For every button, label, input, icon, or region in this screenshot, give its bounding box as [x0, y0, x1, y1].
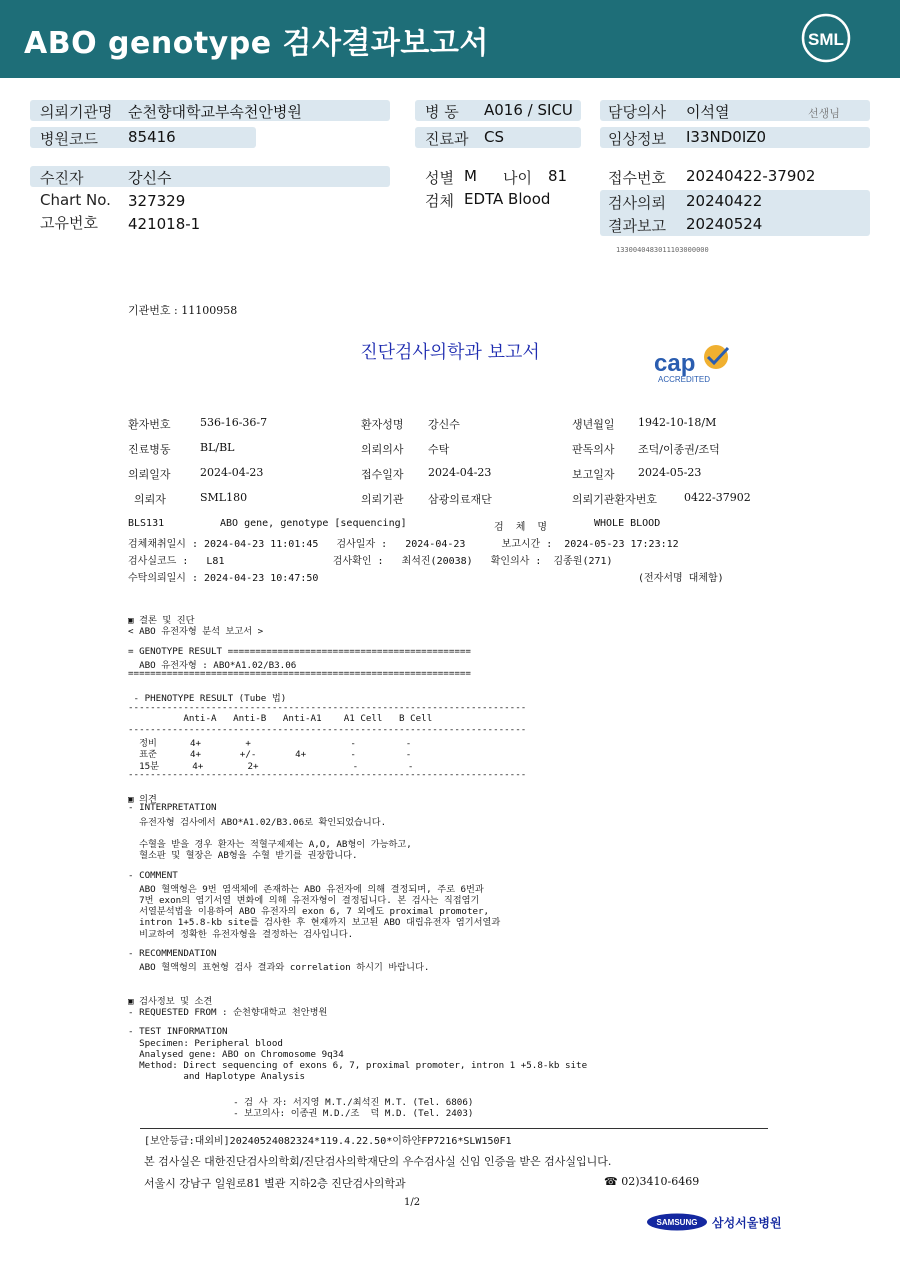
unique-label: 고유번호	[40, 214, 98, 232]
unique-value: 421018-1	[128, 215, 201, 233]
grid-value: BL/BL	[200, 441, 235, 454]
grid-value: 1942-10-18/M	[638, 416, 717, 429]
receipt-value: 20240422-37902	[686, 167, 816, 185]
grid-label: 접수일자	[361, 468, 404, 481]
doctor-value: 이석열	[686, 103, 730, 121]
test-name: ABO gene, genotype [sequencing]	[220, 518, 407, 529]
grid-label: 환자번호	[128, 418, 171, 431]
report-line: ABO 유전자형 : ABO*A1.02/B3.06	[128, 659, 297, 671]
grid-value: 2024-04-23	[200, 466, 264, 479]
report-line: - TEST INFORMATION	[128, 1026, 228, 1038]
grid-value: 강신수	[428, 418, 460, 431]
ward-label: 병 동	[425, 103, 459, 121]
sex-value: M	[464, 167, 477, 185]
report-line: Method: Direct sequencing of exons 6, 7, proximal promoter, intron 1 +5.8-kb site	[128, 1060, 588, 1071]
clinical-value: I33ND0IZ0	[686, 128, 767, 146]
report-line: ABO 혈액형의 표현형 검사 결과와 correlation 하시기 바랍니다.	[128, 962, 430, 974]
security-line: [보안등급:대외비]20240524082324*119.4.22.50*이하얀FP7216*SLW150F1	[144, 1136, 512, 1147]
specimen-label: 검체	[425, 192, 454, 210]
grid-label: 생년월일	[572, 418, 615, 431]
report-line: - REQUESTED FROM : 순천향대학교 천안병원	[128, 1007, 328, 1018]
report-line: ▣ 의견	[128, 794, 157, 806]
report-line: ------------------------------------------------------------------------	[128, 768, 527, 780]
test-code: BLS131	[128, 518, 165, 529]
report-line: intron 1+5.8-kb site를 검사한 후 현재까지 보고된 ABO 대립유전자 염기서열과	[128, 917, 501, 929]
report-line: 유전자형 검사에서 ABO*A1.02/B3.06로 확인되었습니다.	[128, 816, 387, 828]
report-line: ▣ 검사정보 및 소견	[128, 995, 213, 1007]
age-value: 81	[548, 167, 568, 185]
grid-label: 환자성명	[361, 418, 404, 431]
report-line: Anti-A Anti-B Anti-A1 A1 Cell B Cell	[128, 712, 433, 724]
footer-divider	[140, 1128, 768, 1129]
report-label: 결과보고	[608, 217, 666, 235]
report-line: - INTERPRETATION	[128, 802, 217, 814]
grid-label: 의뢰일자	[128, 468, 171, 481]
report-line: 혈소판 및 혈장은 AB형을 수혈 받기를 권장합니다.	[128, 850, 358, 862]
age-label: 나이	[503, 169, 532, 187]
report-line: ▣ 결론 및 진단	[128, 615, 195, 626]
grid-value: 2024-05-23	[638, 466, 702, 479]
specimen-name-label: 검 체 명	[494, 522, 548, 533]
grid-value: 수탁	[428, 443, 450, 456]
dept-label: 진료과	[425, 130, 469, 148]
report-line: 수혈을 받을 경우 환자는 적혈구제제는 A,O, AB형이 가능하고,	[128, 839, 412, 850]
specimen-value: EDTA Blood	[464, 190, 551, 208]
request-label: 검사의뢰	[608, 194, 666, 212]
report-line: ==============================================================	[128, 668, 471, 679]
consign-line: 수탁의뢰일시 : 2024-04-23 10:47:50	[128, 573, 319, 584]
report-line: 7번 exon의 염기서열 변화에 의해 유전자형이 결정됩니다. 본 검사는 직접염기	[128, 895, 480, 906]
page-title: ABO genotype 검사결과보고서	[24, 26, 489, 61]
receipt-label: 접수번호	[608, 169, 666, 187]
patient-value: 강신수	[128, 169, 172, 187]
sex-label: 성별	[425, 169, 454, 187]
agency-number: 기관번호 : 11100958	[128, 304, 238, 317]
svg-text:SAMSUNG: SAMSUNG	[656, 1218, 698, 1227]
institution-value: 순천향대학교부속천안병원	[128, 103, 302, 121]
report-line: - 보고의사: 이종권 M.D./조 덕 M.D. (Tel. 2403)	[128, 1107, 474, 1119]
e-signature-note: (전자서명 대체함)	[638, 573, 724, 584]
patient-bar	[30, 166, 390, 187]
institution-label: 의뢰기관명	[40, 103, 113, 121]
grid-value: 0422-37902	[684, 491, 751, 504]
grid-value: 삼광의료재단	[428, 493, 492, 506]
sml-logo	[800, 12, 852, 64]
report-line: = GENOTYPE RESULT ============================================	[128, 645, 471, 657]
doctor-suffix: 선생님	[808, 107, 840, 120]
grid-value: SML180	[200, 491, 248, 504]
svg-text:cap: cap	[654, 350, 696, 377]
report-line: ------------------------------------------------------------------------	[128, 701, 527, 713]
lab-phone: ☎ 02)3410-6469	[604, 1175, 700, 1188]
ward-value: A016 / SICU	[484, 101, 573, 119]
grid-label: 의뢰기관	[361, 493, 404, 506]
svg-text:SML: SML	[808, 30, 844, 49]
hospital-code-value: 85416	[128, 128, 176, 146]
report-line: < ABO 유전자형 분석 보고서 >	[128, 626, 264, 638]
report-line: 표준 4+ +/- 4+ - -	[128, 749, 412, 761]
specimen-name: WHOLE BLOOD	[594, 518, 661, 529]
certification-text: 본 검사실은 대한진단검사의학회/진단검사의학재단의 우수검사실 신임 인증을 받은 검사실입니다.	[144, 1155, 612, 1168]
report-header	[0, 0, 900, 78]
clinical-label: 임상정보	[608, 130, 666, 148]
report-line: 정비 4+ + - -	[128, 738, 412, 750]
dept-value: CS	[484, 128, 504, 146]
patient-label: 수진자	[40, 169, 84, 187]
grid-label: 의뢰기관환자번호	[572, 493, 658, 506]
grid-label: 의뢰자	[134, 493, 166, 506]
request-value: 20240422	[686, 192, 763, 210]
samsung-logo	[646, 1213, 708, 1231]
report-line: ------------------------------------------------------------------------	[128, 724, 527, 735]
report-line: - 검 사 자: 서지영 M.T./최석진 M.T. (Tel. 6806)	[128, 1096, 474, 1108]
report-line: Analysed gene: ABO on Chromosome 9q34	[128, 1048, 344, 1060]
grid-value: 조덕/이종권/조덕	[638, 443, 720, 456]
report-line: - COMMENT	[128, 869, 178, 881]
cap-accredited-logo	[650, 343, 745, 385]
report-line: - PHENOTYPE RESULT (Tube 법)	[128, 693, 287, 705]
hospital-code-label: 병원코드	[40, 130, 98, 148]
report-line: - RECOMMENDATION	[128, 948, 217, 959]
report-line: 서열분석법을 이용하여 ABO 유전자의 exon 6, 7 외에도 proximal promoter,	[128, 906, 490, 918]
report-value: 20240524	[686, 215, 763, 233]
chart-value: 327329	[128, 192, 186, 210]
collection-line: 검체채취일시 : 2024-04-23 11:01:45 검사일자 : 2024-04-23 보고시간 : 2024-05-23 17:23:12	[128, 539, 679, 550]
grid-value: 2024-04-23	[428, 466, 492, 479]
chart-label: Chart No.	[40, 191, 111, 209]
svg-text:ACCREDITED: ACCREDITED	[658, 375, 711, 384]
lab-code-line: 검사실코드 : L81 검사확인 : 최석진(20038) 확인의사 : 김종원(271)	[128, 556, 613, 567]
grid-label: 판독의사	[572, 443, 615, 456]
doctor-label: 담당의사	[608, 103, 666, 121]
report-title: 진단검사의학과 보고서	[360, 342, 540, 363]
grid-label: 의뢰의사	[361, 443, 404, 456]
report-line: Specimen: Peripheral blood	[128, 1037, 283, 1049]
hospital-name: 삼성서울병원	[712, 1216, 782, 1230]
barcode-text: 1330040483011103000000	[616, 246, 709, 254]
grid-value: 536-16-36-7	[200, 416, 268, 429]
report-line: 15분 4+ 2+ - -	[128, 760, 414, 772]
grid-label: 진료병동	[128, 443, 171, 456]
report-line: 비교하여 정확한 유전자형을 결정하는 검사입니다.	[128, 928, 354, 940]
page-number: 1/2	[404, 1197, 421, 1208]
report-line: ABO 혈액형은 9번 염색체에 존재하는 ABO 유전자에 의해 결정되며, 주로 6번과	[128, 883, 484, 895]
grid-label: 보고일자	[572, 468, 615, 481]
lab-address: 서울시 강남구 일원로81 별관 지하2층 진단검사의학과	[144, 1177, 406, 1190]
report-line: and Haplotype Analysis	[128, 1071, 306, 1083]
